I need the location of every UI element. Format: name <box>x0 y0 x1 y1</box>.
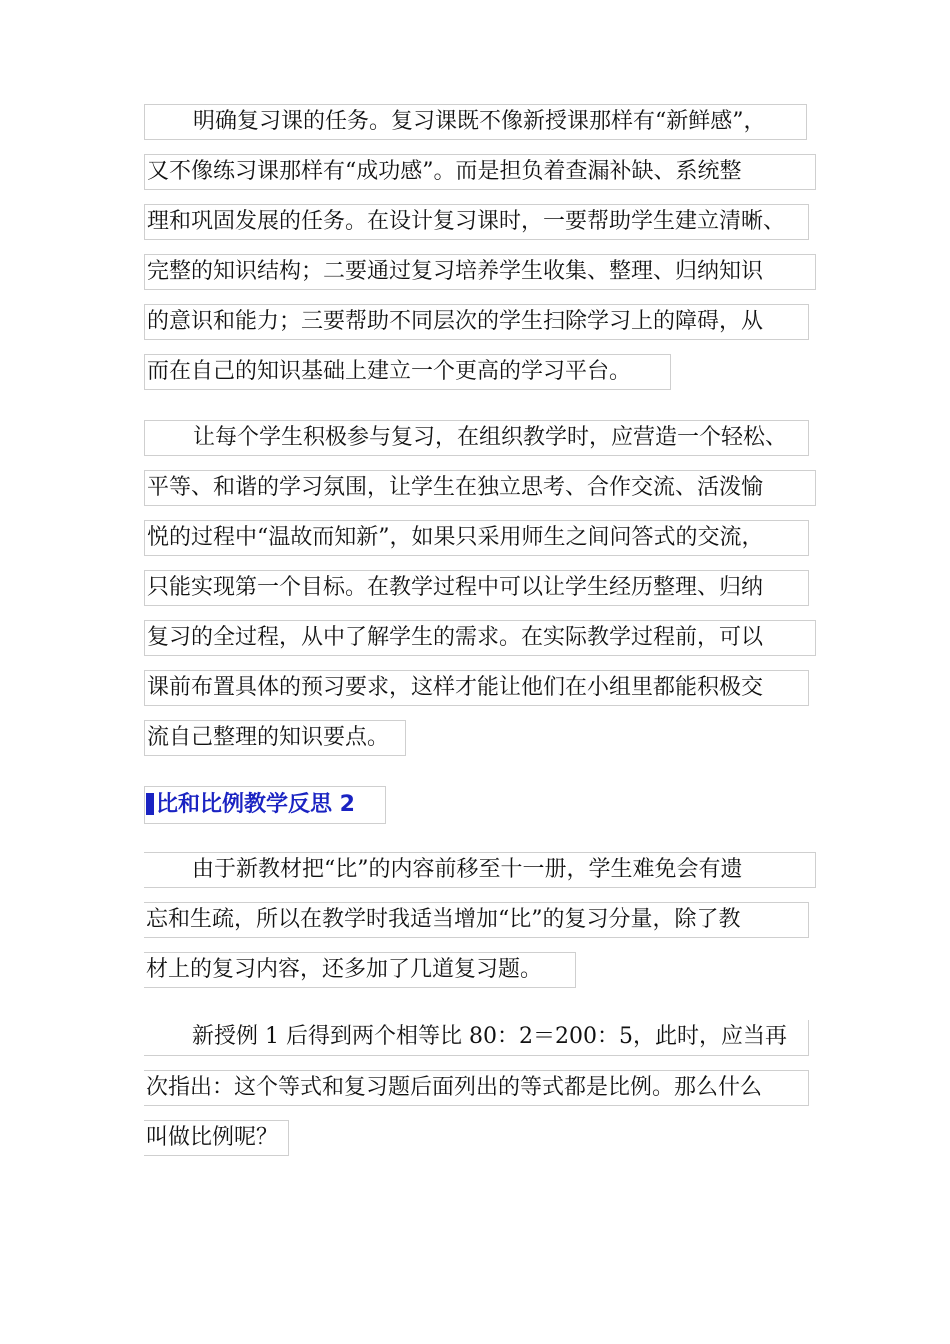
paragraph-line: 而在自己的知识基础上建立一个更高的学习平台。 <box>144 354 671 390</box>
paragraph-4 <box>144 1020 816 1170</box>
paragraph-line: 材上的复习内容，还多加了几道复习题。 <box>144 952 576 988</box>
paragraph-line: 叫做比例呢？ <box>144 1120 289 1156</box>
paragraph-line: 平等、和谐的学习氛围，让学生在独立思考、合作交流、活泼愉 <box>144 470 816 506</box>
paragraph-line: 的意识和能力；三要帮助不同层次的学生扫除学习上的障碍，从 <box>144 304 809 340</box>
paragraph-line: 完整的知识结构；二要通过复习培养学生收集、整理、归纳知识 <box>144 254 816 290</box>
paragraph-line: 悦的过程中“温故而知新”，如果只采用师生之间问答式的交流， <box>144 520 809 556</box>
paragraph-line: 次指出：这个等式和复习题后面列出的等式都是比例。那么什么 <box>144 1070 809 1106</box>
paragraph-line: 由于新教材把“比”的内容前移至十一册，学生难免会有遗 <box>144 852 816 888</box>
paragraph-line: 忘和生疏，所以在教学时我适当增加“比”的复习分量，除了教 <box>144 902 809 938</box>
paragraph-line: 新授例 1 后得到两个相等比 80：2＝200：5，此时，应当再 <box>144 1020 809 1056</box>
paragraph-line: 理和巩固发展的任务。在设计复习课时，一要帮助学生建立清晰、 <box>144 204 809 240</box>
paragraph-line: 课前布置具体的预习要求，这样才能让他们在小组里都能积极交 <box>144 670 809 706</box>
section-heading <box>144 786 386 824</box>
paragraph-line: 又不像练习课那样有“成功感”。而是担负着查漏补缺、系统整 <box>144 154 816 190</box>
paragraph-3 <box>144 852 816 1002</box>
paragraph-1 <box>144 104 816 404</box>
paragraph-line: 流自己整理的知识要点。 <box>144 720 406 756</box>
paragraph-2 <box>144 420 816 770</box>
heading-marker <box>146 793 154 815</box>
paragraph-line: 明确复习课的任务。复习课既不像新授课那样有“新鲜感”， <box>144 104 807 140</box>
paragraph-line: 只能实现第一个目标。在教学过程中可以让学生经历整理、归纳 <box>144 570 809 606</box>
paragraph-line: 复习的全过程，从中了解学生的需求。在实际教学过程前，可以 <box>144 620 816 656</box>
section-heading-text: 比和比例教学反思 2 <box>156 792 355 817</box>
paragraph-line: 让每个学生积极参与复习，在组织教学时，应营造一个轻松、 <box>144 420 809 456</box>
